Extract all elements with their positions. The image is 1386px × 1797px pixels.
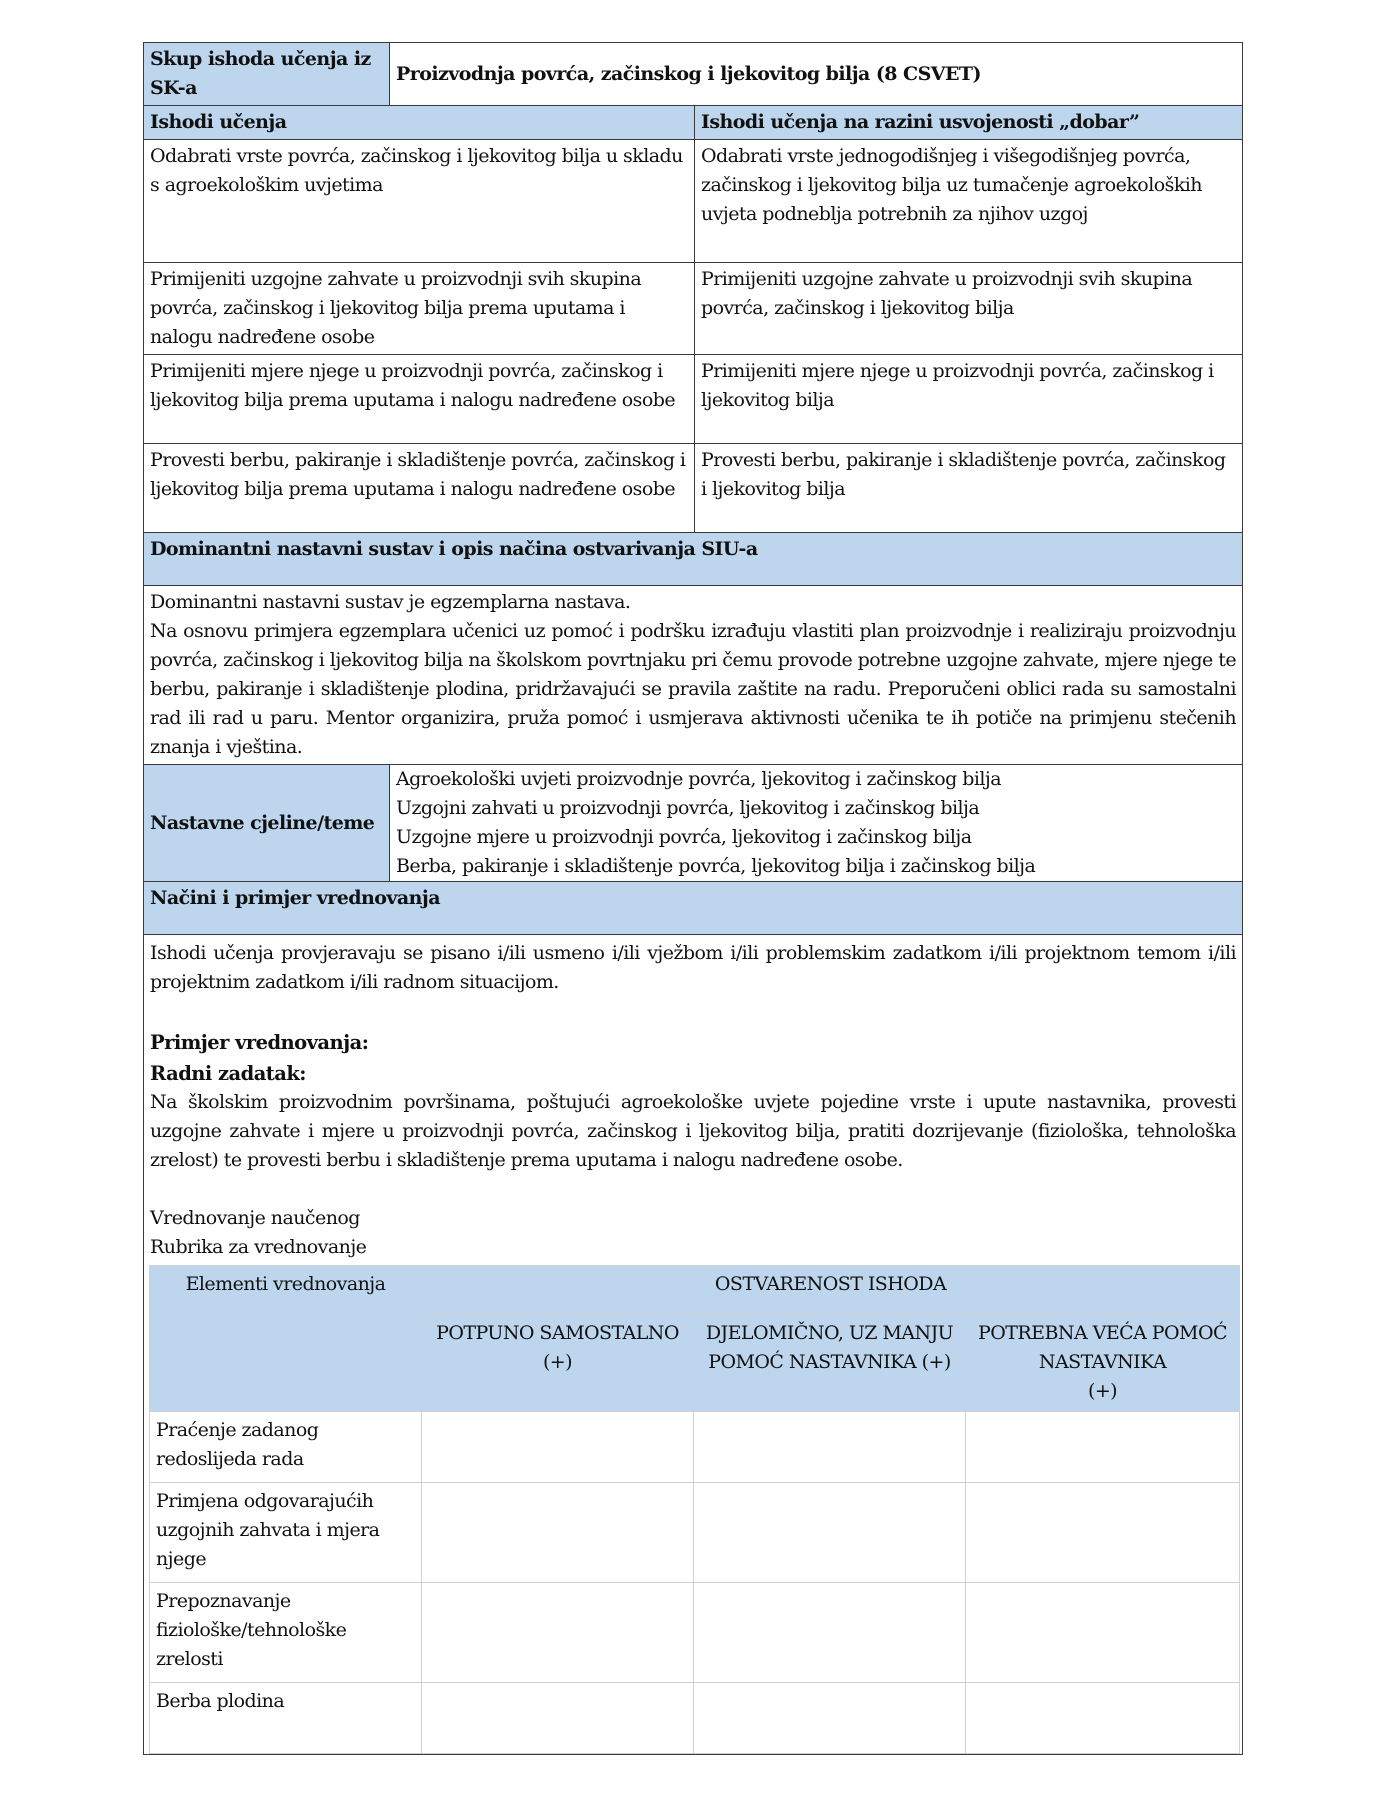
themes-list xyxy=(390,765,1243,882)
rubric-cell[interactable] xyxy=(694,1412,966,1483)
teaching-system-heading-row xyxy=(144,533,1243,586)
outcome-row xyxy=(144,355,1243,444)
rubric-table xyxy=(149,1265,1240,1754)
teaching-system-description: Na osnovu primjera egzemplara učenici uz pomoć i podršku izrađuju vlastiti plan proizvodnje i realiziraju proizvodnju povrća, začinskog i ljekovitog bilja na školskom povrtnjaku pri čemu provode potrebne uzgojne zahvate, mjere njege te berbu, pakiranje i skladištenje plodina, pridržavajući se pravila zaštite na radu. Preporučeni oblici rada su samostalni rad ili rad u paru. Mentor organizira, pruža pomoć i usmjerava aktivnosti učenika te ih potiče na primjenu stečenih znanja i vještina. xyxy=(150,620,1237,758)
rubric-level-header: POTPUNO SAMOSTALNO (+) xyxy=(422,1315,694,1412)
rubric-element: Berba plodina xyxy=(150,1683,422,1754)
document-page xyxy=(143,42,1242,1755)
outcome-left: Provesti berbu, pakiranje i skladištenje povrća, začinskog i ljekovitog bilja prema uputama i nalogu nadređene osobe xyxy=(144,444,695,533)
task-text: Na školskim proizvodnim površinama, poštujući agroekološke uvjete pojedine vrste i upute nastavnika, provesti uzgojne zahvate i mjere u proizvodnji povrća, začinskog i ljekovitog bilja, pratiti dozrijevanje (fiziološka, tehnološka zrelost) te provesti berbu i skladištenje prema uputama i nalogu nadređene osobe. xyxy=(150,1091,1237,1171)
outcomes-right-header: Ishodi učenja na razini usvojenosti „dobar” xyxy=(695,106,1243,140)
theme-item: Uzgojni zahvati u proizvodnji povrća, ljekovitog i začinskog bilja xyxy=(396,797,980,819)
outcome-right: Primijeniti mjere njege u proizvodnji povrća, začinskog i ljekovitog bilja xyxy=(695,355,1243,444)
rubric-row xyxy=(150,1412,1240,1483)
outcomes-left-header: Ishodi učenja xyxy=(144,106,695,140)
theme-item: Agroekološki uvjeti proizvodnje povrća, ljekovitog i začinskog bilja xyxy=(396,768,1002,790)
rubric-achievement-header: OSTVARENOST ISHODA xyxy=(422,1266,1240,1315)
theme-item: Uzgojne mjere u proizvodnji povrća, ljekovitog i začinskog bilja xyxy=(396,826,972,848)
rubric-cell[interactable] xyxy=(694,1483,966,1583)
evaluation-intro: Ishodi učenja provjeravaju se pisano i/ili usmeno i/ili vježbom i/ili problemskim zadatkom i/ili projektnom temom i/ili projektnim zadatkom i/ili radnom situacijom. xyxy=(150,942,1237,993)
header-title: Proizvodnja povrća, začinskog i ljekovitog bilja (8 CSVET) xyxy=(390,43,1243,106)
teaching-system-heading: Dominantni nastavni sustav i opis načina ostvarivanja SIU-a xyxy=(144,533,1243,586)
rubric-element: Praćenje zadanog redoslijeda rada xyxy=(150,1412,422,1483)
rubric-element: Primjena odgovarajućih uzgojnih zahvata i mjera njege xyxy=(150,1483,422,1583)
teaching-system-body-row xyxy=(144,586,1243,765)
rubric-header-row xyxy=(150,1266,1240,1315)
outcome-right: Primijeniti uzgojne zahvate u proizvodnji svih skupina povrća, začinskog i ljekovitog bilja xyxy=(695,263,1243,355)
rubric-cell[interactable] xyxy=(966,1683,1240,1754)
outcome-right: Provesti berbu, pakiranje i skladištenje povrća, začinskog i ljekovitog bilja xyxy=(695,444,1243,533)
siu-table xyxy=(143,42,1243,1755)
rubric-row xyxy=(150,1683,1240,1754)
outcome-row xyxy=(144,444,1243,533)
evaluation-heading: Načini i primjer vrednovanja xyxy=(144,882,1243,935)
outcome-row xyxy=(144,140,1243,263)
rubric-cell[interactable] xyxy=(422,1583,694,1683)
rubric-element: Prepoznavanje fiziološke/tehnološke zrelosti xyxy=(150,1583,422,1683)
evaluation-body xyxy=(144,935,1243,1755)
rubric-cell[interactable] xyxy=(422,1483,694,1583)
evaluation-heading-row xyxy=(144,882,1243,935)
rubric-elements-header: Elementi vrednovanja xyxy=(150,1266,422,1412)
teaching-system-first-line: Dominantni nastavni sustav je egzemplarna nastava. xyxy=(150,591,631,613)
example-heading: Primjer vrednovanja: xyxy=(150,1031,369,1054)
rubric-row xyxy=(150,1483,1240,1583)
rubric-label: Rubrika za vrednovanje xyxy=(150,1236,367,1258)
rubric-cell[interactable] xyxy=(422,1683,694,1754)
rubric-cell[interactable] xyxy=(966,1483,1240,1583)
rubric-level-header: POTREBNA VEĆA POMOĆ NASTAVNIKA (+) xyxy=(966,1315,1240,1412)
rubric-level-header: DJELOMIČNO, UZ MANJU POMOĆ NASTAVNIKA (+) xyxy=(694,1315,966,1412)
header-label: Skup ishoda učenja iz SK-a xyxy=(144,43,390,106)
rubric-cell[interactable] xyxy=(966,1583,1240,1683)
outcome-left: Odabrati vrste povrća, začinskog i ljekovitog bilja u skladu s agroekološkim uvjetima xyxy=(144,140,695,263)
rubric-cell[interactable] xyxy=(694,1683,966,1754)
outcome-left: Primijeniti mjere njege u proizvodnji povrća, začinskog i ljekovitog bilja prema uputama i nalogu nadređene osobe xyxy=(144,355,695,444)
rubric-cell[interactable] xyxy=(422,1412,694,1483)
themes-label: Nastavne cjeline/teme xyxy=(144,765,390,882)
rubric-cell[interactable] xyxy=(694,1583,966,1683)
evaluation-body-row xyxy=(144,935,1243,1755)
learned-label: Vrednovanje naučenog xyxy=(150,1207,360,1229)
outcome-row xyxy=(144,263,1243,355)
themes-row xyxy=(144,765,1243,882)
teaching-system-body xyxy=(144,586,1243,765)
theme-item: Berba, pakiranje i skladištenje povrća, ljekovitog bilja i začinskog bilja xyxy=(396,855,1036,877)
outcomes-header-row xyxy=(144,106,1243,140)
outcome-left: Primijeniti uzgojne zahvate u proizvodnji svih skupina povrća, začinskog i ljekovitog bilja prema uputama i nalogu nadređene osobe xyxy=(144,263,695,355)
task-heading: Radni zadatak: xyxy=(150,1062,306,1085)
header-row xyxy=(144,43,1243,106)
rubric-row xyxy=(150,1583,1240,1683)
rubric-cell[interactable] xyxy=(966,1412,1240,1483)
outcome-right: Odabrati vrste jednogodišnjeg i višegodišnjeg povrća, začinskog i ljekovitog bilja uz tumačenje agroekoloških uvjeta podneblja potrebnih za njihov uzgoj xyxy=(695,140,1243,263)
